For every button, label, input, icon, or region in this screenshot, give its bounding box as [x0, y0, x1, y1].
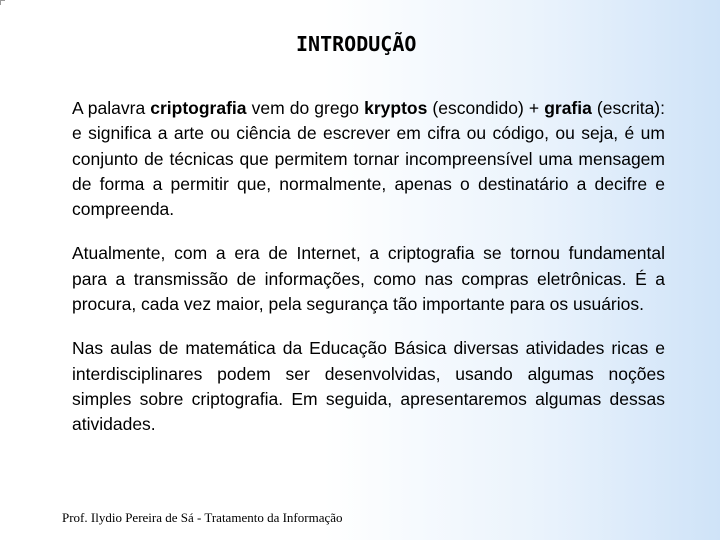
term-grafia: grafia [544, 98, 592, 118]
paragraph-1 [72, 96, 665, 222]
paragraph-1-text-2: vem do grego [246, 98, 365, 118]
slide-body [72, 96, 665, 457]
paragraph-1-text-4: (escrita): e significa a arte ou ciência de escrever em cifra ou código, ou seja, é um conjunto de técnicas que permitem tornar incompreensível uma mensagem de forma a permitir que, normalmente, apenas o destinatário a decifre e compreenda. [72, 98, 665, 220]
paragraph-1-text-3: (escondido) + [427, 98, 545, 118]
paragraph-2 [72, 241, 665, 317]
paragraph-3-text: Nas aulas de matemática da Educação Básica diversas atividades ricas e interdisciplinares podem ser desenvolvidas, usando algumas noções simples sobre criptografia. Em seguida, apresentaremos algumas dessas atividades. [72, 338, 665, 435]
paragraph-1-text-1: A palavra [72, 98, 151, 118]
corner-mark [0, 0, 5, 5]
paragraph-3 [72, 336, 665, 437]
term-kryptos: kryptos [364, 98, 428, 118]
term-criptografia: criptografia [150, 98, 247, 118]
title-container [0, 32, 720, 62]
slide-title: INTRODUÇÃO [296, 32, 417, 56]
paragraph-2-text: Atualmente, com a era de Internet, a criptografia se tornou fundamental para a transmissão de informações, como nas compras eletrônicas. É a procura, cada vez maior, pela segurança tão importante para os usuários. [72, 243, 665, 315]
slide-footer: Prof. Ilydio Pereira de Sá - Tratamento da Informação [62, 510, 343, 525]
